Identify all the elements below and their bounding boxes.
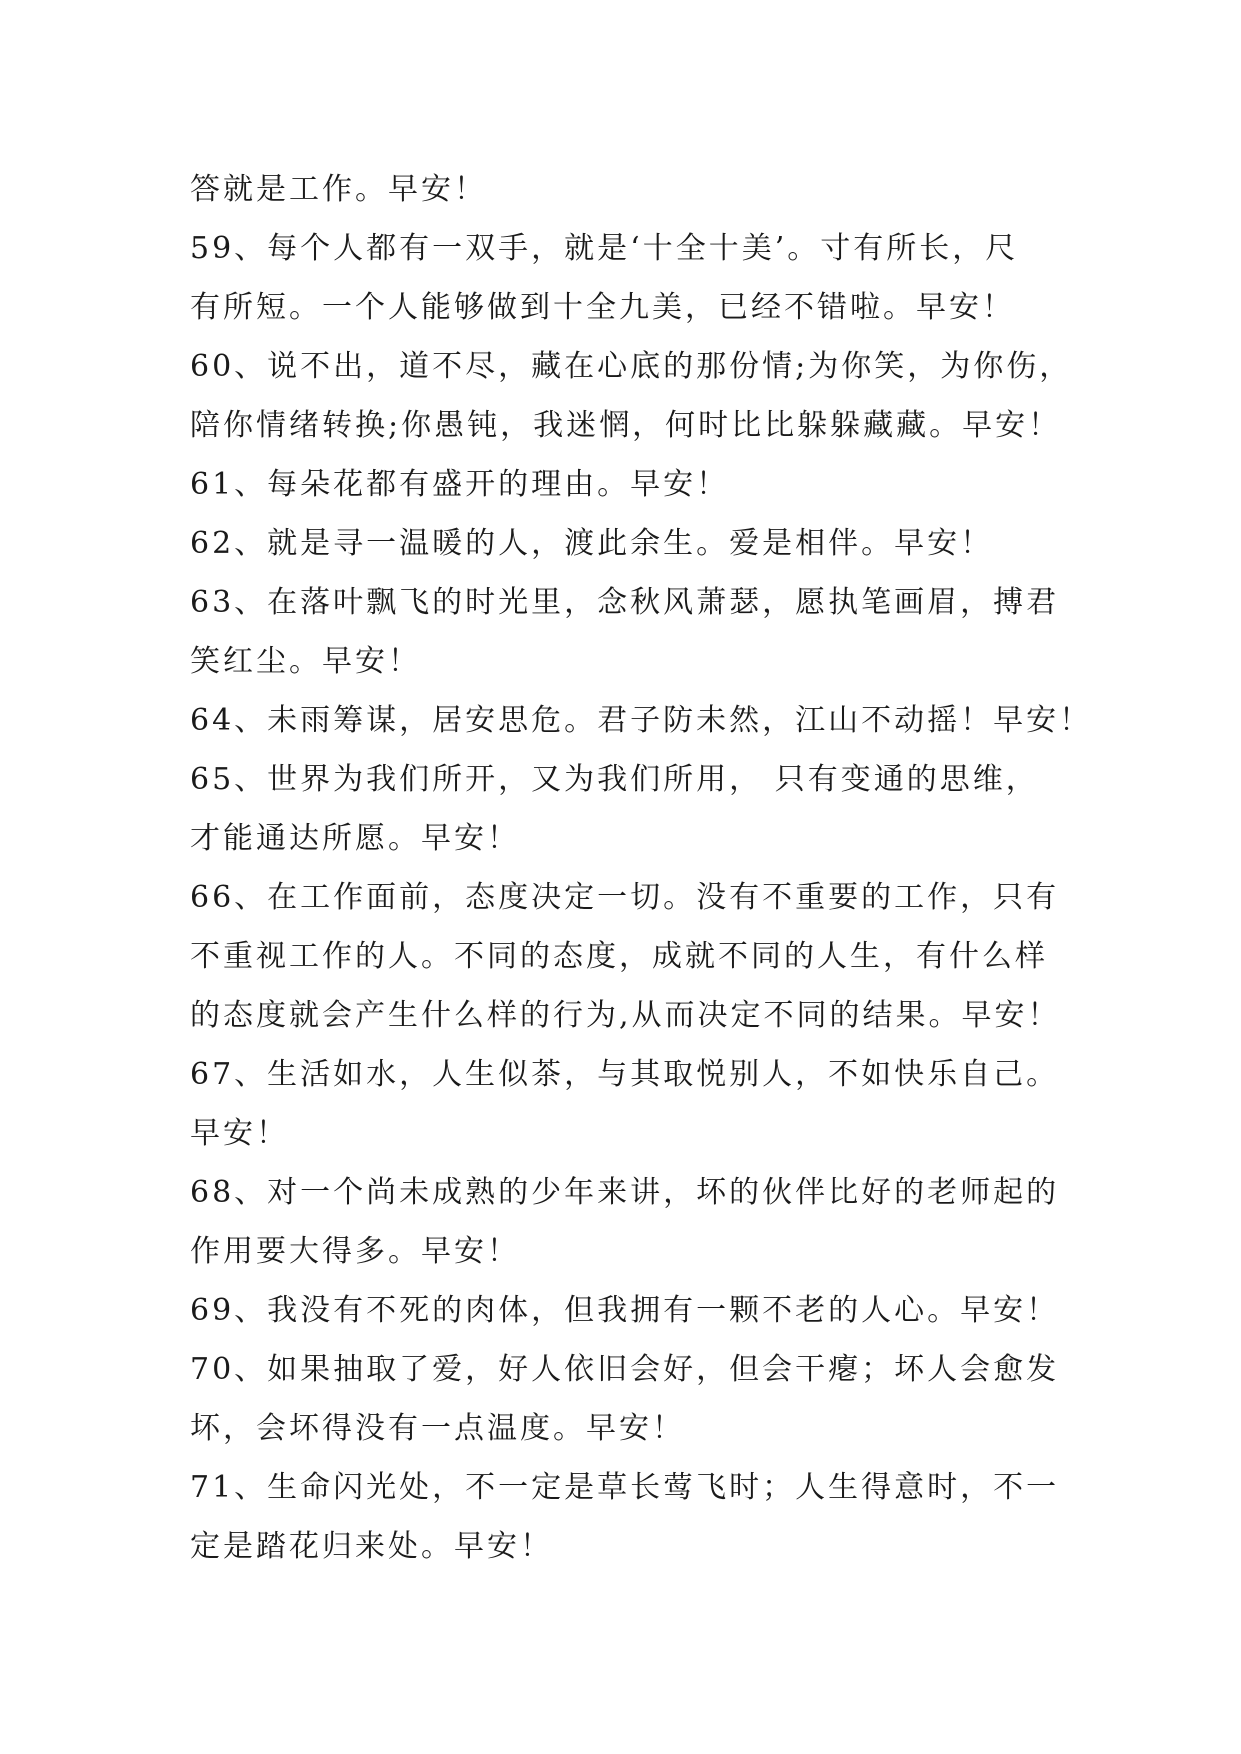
text-line: 65、世界为我们所开，又为我们所用， 只有变通的思维， (190, 762, 1039, 797)
text-line: 62、就是寻一温暖的人，渡此余生。爱是相伴。早安！ (190, 526, 994, 561)
text-line: 不重视工作的人。不同的态度，成就不同的人生，有什么样 (190, 939, 1048, 974)
text-line: 答就是工作。早安！ (190, 172, 487, 207)
text-line: 60、说不出，道不尽，藏在心底的那份情;为你笑，为你伤， (190, 349, 1073, 384)
text-line: 定是踏花归来处。早安！ (190, 1529, 553, 1564)
text-line: 陪你情绪转换;你愚钝，我迷惘，何时比比躲躲藏藏。早安！ (190, 408, 1062, 443)
text-line: 63、在落叶飘飞的时光里，念秋风萧瑟，愿执笔画眉，搏君 (190, 585, 1060, 620)
text-line: 71、生命闪光处，不一定是草长莺飞时；人生得意时，不一 (190, 1470, 1060, 1505)
text-line: 笑红尘。早安！ (190, 644, 421, 679)
text-line: 66、在工作面前，态度决定一切。没有不重要的工作，只有 (190, 880, 1060, 915)
text-line: 早安！ (190, 1116, 289, 1151)
document-body (190, 160, 1093, 1576)
text-line: 的态度就会产生什么样的行为,从而决定不同的结果。早安！ (190, 998, 1061, 1033)
text-line: 59、每个人都有一双手，就是‘十全十美’。寸有所长，尺 (190, 231, 1019, 266)
text-line: 有所短。一个人能够做到十全九美，已经不错啦。早安！ (190, 290, 1015, 325)
text-line: 61、每朵花都有盛开的理由。早安！ (190, 467, 730, 502)
text-line: 坏，会坏得没有一点温度。早安！ (190, 1411, 685, 1446)
text-line: 70、如果抽取了爱，好人依旧会好，但会干瘪；坏人会愈发 (190, 1352, 1060, 1387)
text-line: 68、对一个尚未成熟的少年来讲，坏的伙伴比好的老师起的 (190, 1175, 1060, 1210)
text-line: 64、未雨筹谋，居安思危。君子防未然，江山不动摇！早安！ (190, 703, 1093, 738)
text-line: 69、我没有不死的肉体，但我拥有一颗不老的人心。早安！ (190, 1293, 1060, 1328)
text-line: 67、生活如水，人生似茶，与其取悦别人，不如快乐自己。 (190, 1057, 1060, 1092)
text-line: 作用要大得多。早安！ (190, 1234, 520, 1269)
text-line: 才能通达所愿。早安！ (190, 821, 520, 856)
